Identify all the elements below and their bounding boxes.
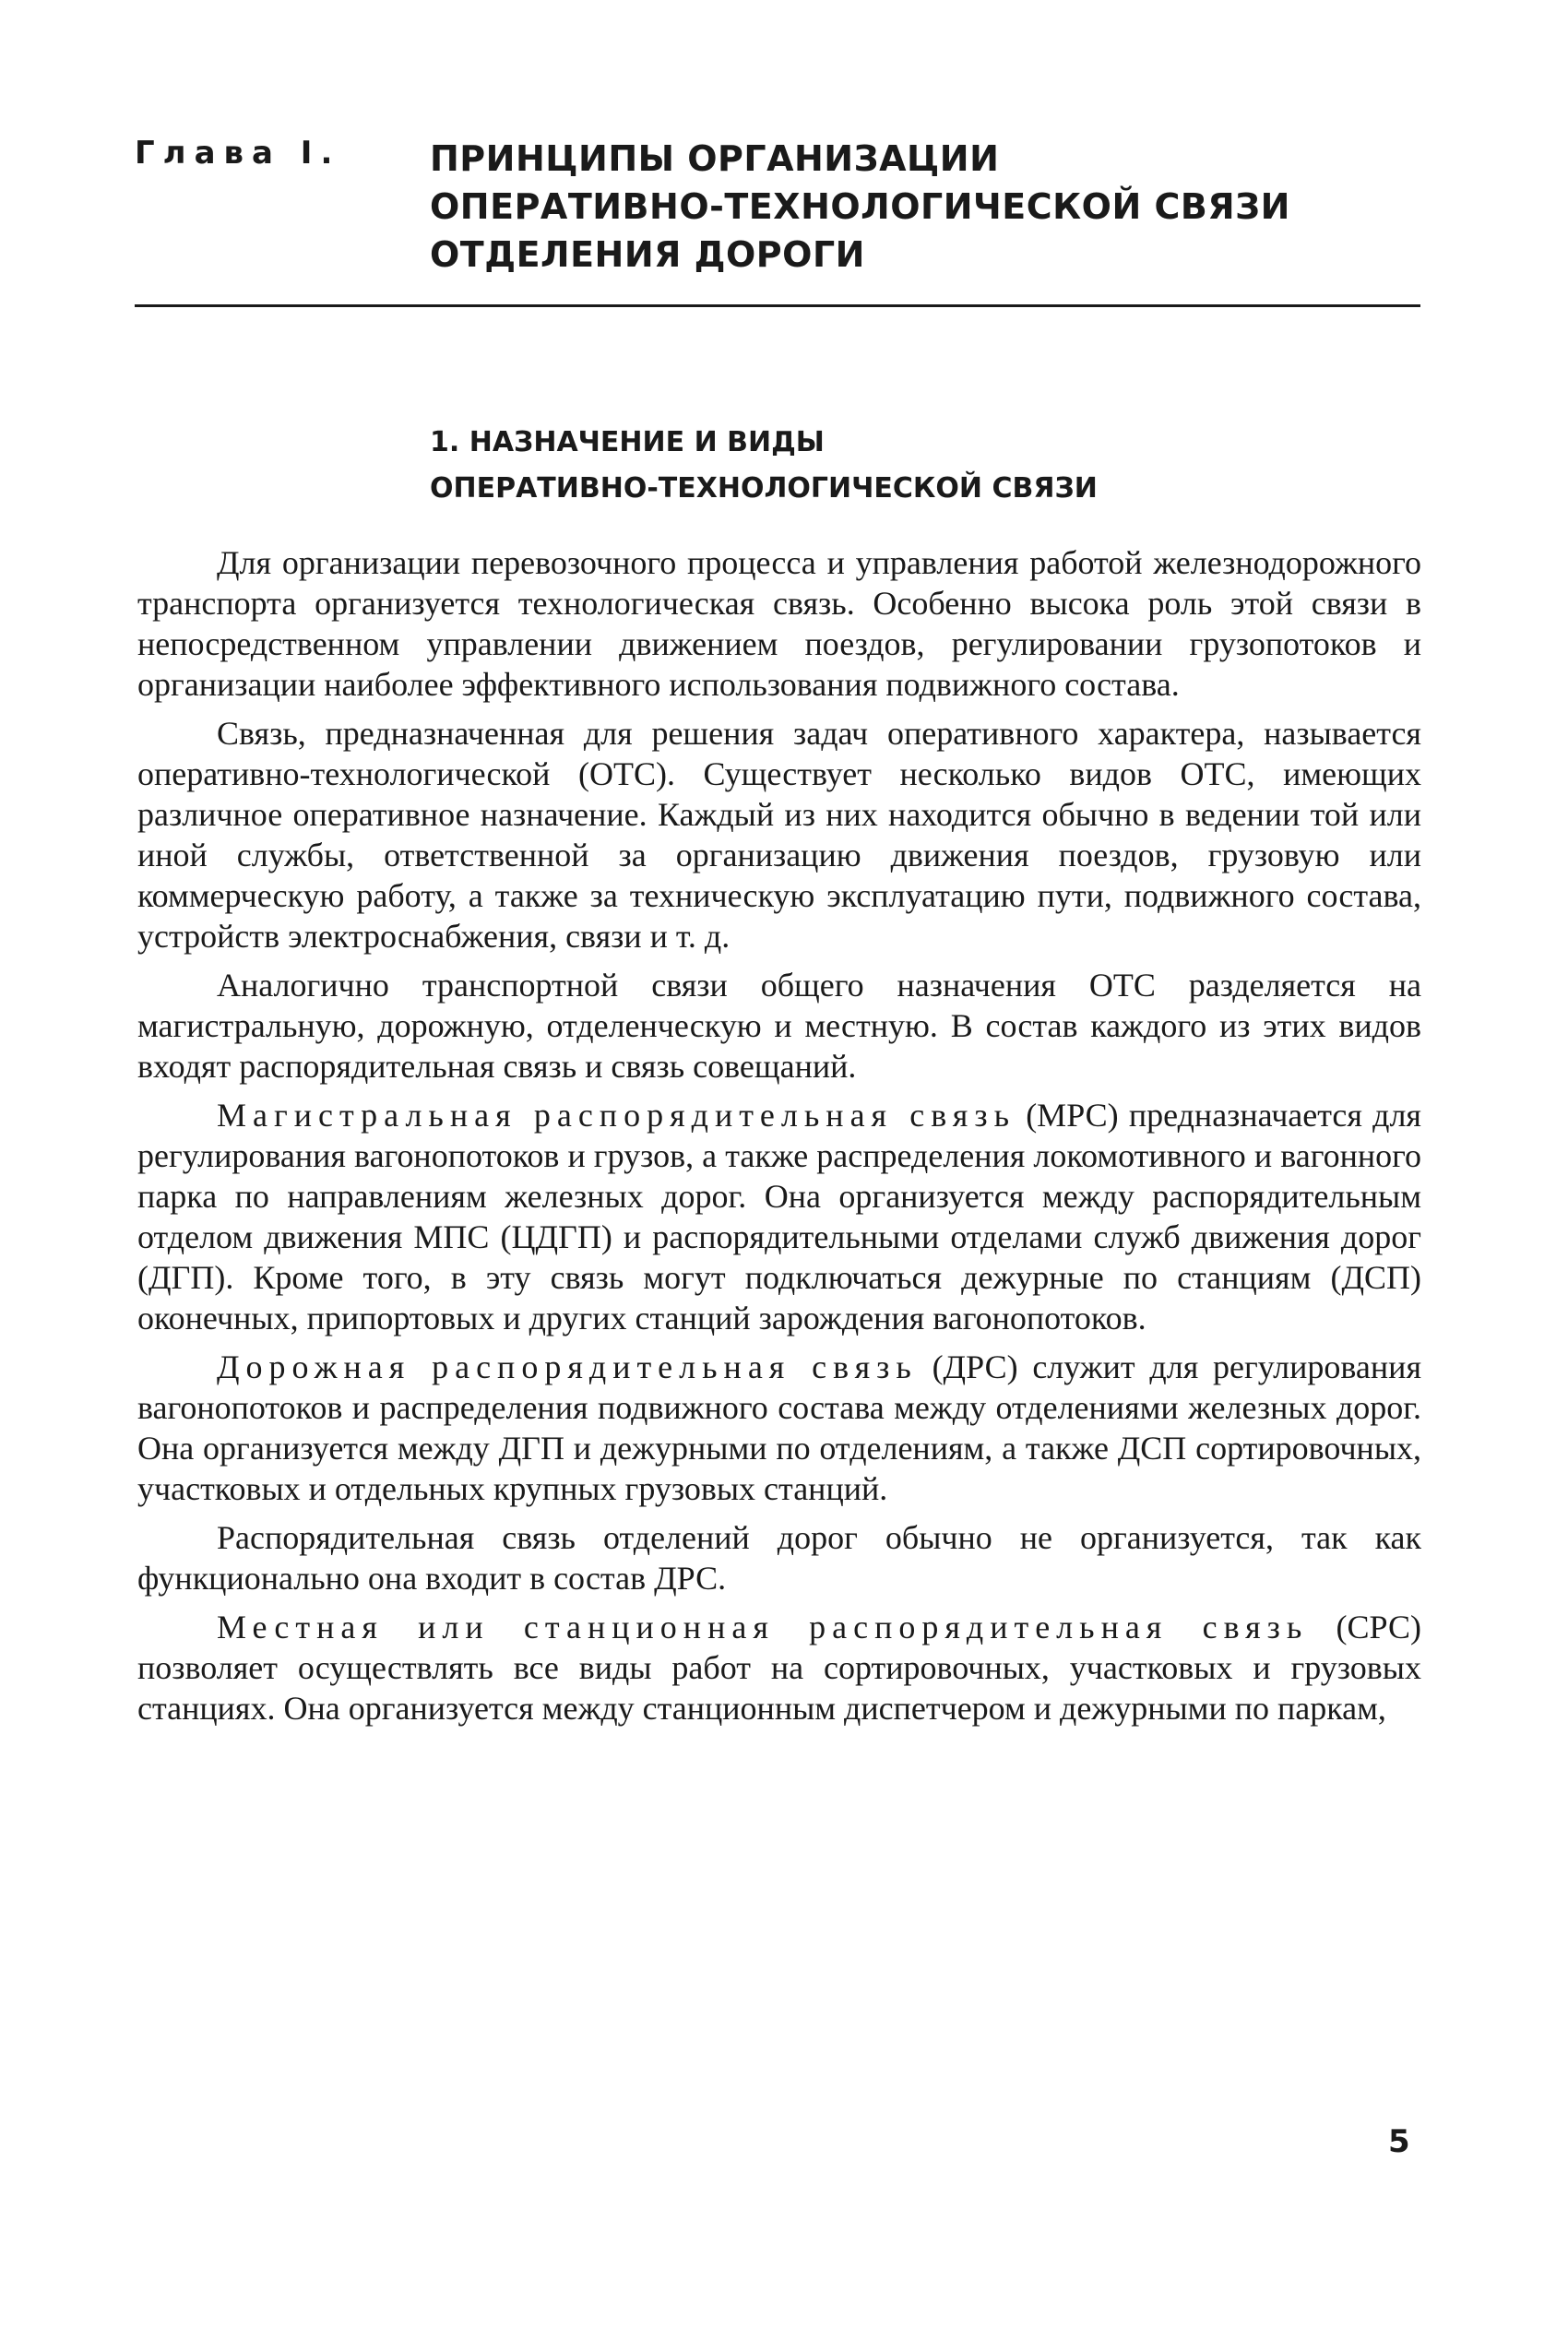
paragraph-text: Для организации перевозочного процесса и управления работой железнодорожного транспорта организуется технологическая связь. Особенно высока роль этой связи в непосредственном управлении движением поездов, регулировании грузопотоков и организации наиболее эффективного использования подвижного состава. — [137, 544, 1421, 703]
section-heading — [430, 420, 1417, 512]
header-divider — [135, 304, 1420, 307]
chapter-title — [430, 135, 1426, 279]
paragraph-text: Распорядительная связь отделений дорог обычно не организуется, так как функционально она входит в состав ДРС. — [137, 1519, 1421, 1597]
paragraph-text: (ДРС) служит для регулирования вагонопотоков и распределения подвижного состава между отделениями железных дорог. Она организуется между ДГП и дежурными по отделениям, а также ДСП сортировочных, участковых и отдельных крупных грузовых станций. — [137, 1348, 1422, 1507]
paragraph — [137, 542, 1421, 705]
section-title-line: ОПЕРАТИВНО-ТЕХНОЛОГИЧЕСКОЙ СВЯЗИ — [430, 472, 1098, 505]
paragraph-term: Местная или станционная распорядительная связь — [217, 1609, 1309, 1645]
paragraph — [137, 713, 1421, 956]
paragraph — [137, 1095, 1421, 1338]
chapter-title-line: ОПЕРАТИВНО-ТЕХНОЛОГИЧЕСКОЙ СВЯЗИ — [430, 186, 1290, 227]
chapter-header — [135, 135, 1420, 273]
paragraph-text: (МРС) предназначается для регулирования вагонопотоков и грузов, а также распределения локомотивного и вагонного парка по направлениям железных дорог. Она организуется между распорядительным отделом движения МПС (ЦДГП) и распорядительными отделами служб движения дорог (ДГП). Кроме того, в эту связь могут подключаться дежурные по станциям (ДСП) оконечных, припортовых и других станций зарождения вагонопотоков. — [137, 1097, 1421, 1336]
paragraph — [137, 965, 1421, 1087]
paragraph-text: Связь, предназначенная для решения задач оперативного характера, называется оперативно-технологической (ОТС). Существует несколько видов ОТС, имеющих различное оперативное назначение. Каждый из них находится обычно в ведении той или иной службы, ответственной за организацию движения поездов, грузовую или коммерческую работу, а также за техническую эксплуатацию пути, подвижного состава, устройств электроснабжения, связи и т. д. — [137, 715, 1421, 955]
paragraph-text: (СРС) позволяет осуществлять все виды работ на сортировочных, участковых и грузовых станциях. Она организуется между станционным диспетчером и дежурными по паркам, — [137, 1609, 1422, 1727]
paragraph — [137, 1607, 1421, 1728]
section-title-line: 1. НАЗНАЧЕНИЕ И ВИДЫ — [430, 426, 825, 458]
paragraph-term: Магистральная распорядительная связь — [217, 1097, 1016, 1134]
paragraph — [137, 1517, 1421, 1598]
page-number: 5 — [1388, 2123, 1410, 2160]
chapter-title-line: ПРИНЦИПЫ ОРГАНИЗАЦИИ — [430, 138, 1000, 179]
chapter-title-line: ОТДЕЛЕНИЯ ДОРОГИ — [430, 234, 865, 275]
paragraph — [137, 1347, 1421, 1509]
chapter-label: Глава I. — [135, 135, 341, 172]
body-text — [137, 542, 1421, 1728]
paragraph-text: Аналогично транспортной связи общего назначения ОТС разделяется на магистральную, дорожную, отделенческую и местную. В состав каждого из этих видов входят распорядительная связь и связь совещаний. — [137, 967, 1421, 1085]
paragraph-term: Дорожная распорядительная связь — [217, 1348, 918, 1385]
